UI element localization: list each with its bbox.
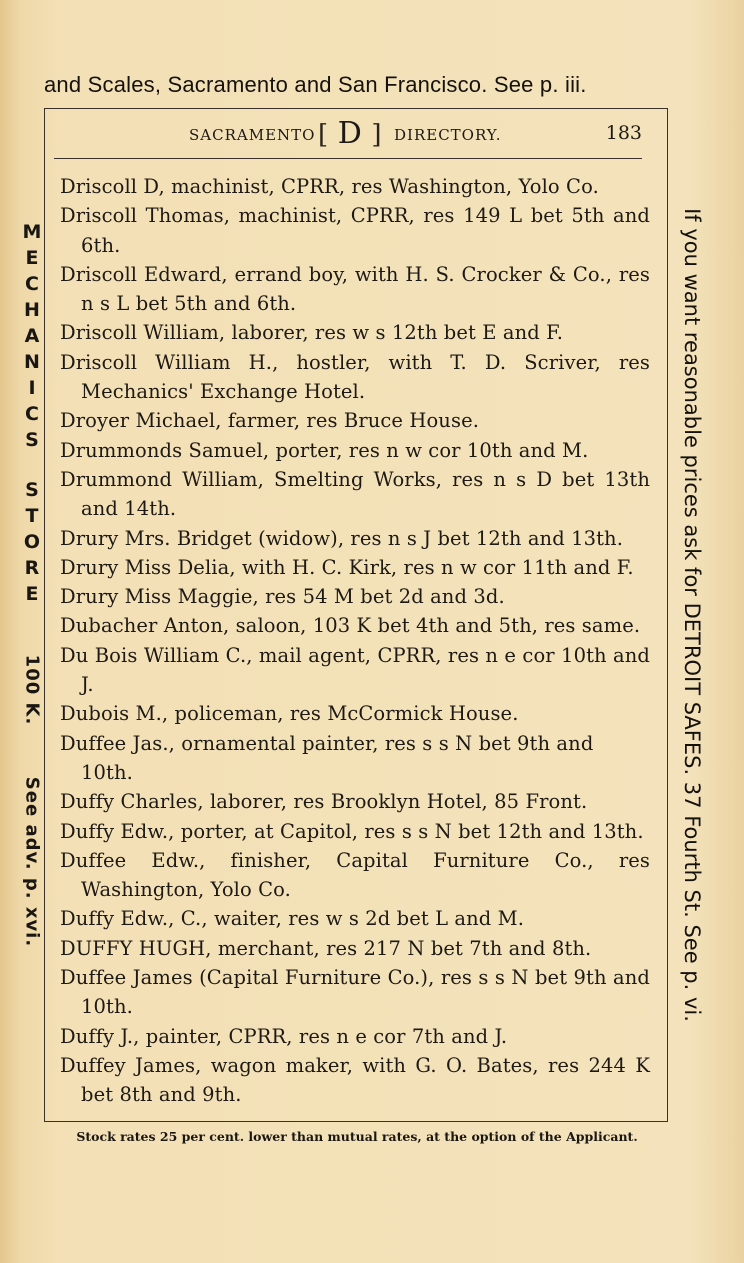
left-ad-letter: O [23,531,41,553]
directory-entry: Duffy Charles, laborer, res Brooklyn Hotel, 85 Front. [60,790,588,814]
page-number: 183 [605,122,642,144]
left-ad-letter: E [25,247,39,269]
running-head [54,116,642,152]
header-rule [54,158,642,159]
directory-entry: Dubacher Anton, saloon, 103 K bet 4th and 5th, res same. [60,614,641,638]
left-ad-letter: H [24,299,40,321]
left-ad-letter: R [24,557,40,579]
directory-entry: Du Bois William C., mail agent, CPRR, res n e cor 10th and J. [60,643,650,697]
footer-advertisement: Stock rates 25 per cent. lower than mutual rates, at the option of the Applicant. [76,1129,638,1144]
directory-entry: Duffee James (Capital Furniture Co.), res s s N bet 9th and 10th. [60,966,650,1019]
directory-entries [60,172,650,1110]
directory-entry: Duffy Edw., porter, at Capitol, res s s N bet 12th and 13th. [60,819,644,843]
directory-entry: Drummond William, Smelting Works, res n s D bet 13th and 14th. [60,467,650,521]
directory-entry: Duffy Edw., C., waiter, res w s 2d bet L and M. [60,907,525,931]
directory-entry: Driscoll William, laborer, res w s 12th bet E and F. [60,321,564,345]
directory-entry: Duffee Jas., ornamental painter, res s s N bet 9th and 10th. [60,731,594,784]
directory-entry: Drummonds Samuel, porter, res n w cor 10th and M. [60,438,589,462]
right-ad-text: If you want reasonable prices ask for DETROIT SAFES. 37 Fourth St. See p. vi. [680,208,704,1022]
directory-entry: Duffee Edw., finisher, Capital Furniture Co., res Washington, Yolo Co. [60,848,650,902]
header-letter-group: [ D ] [318,116,382,151]
directory-entry: DUFFY HUGH, merchant, res 217 N bet 7th and 8th. [60,936,592,960]
left-ad-address: 100 K. [21,654,43,726]
directory-entry: Dubois M., policeman, res McCormick House. [60,702,519,726]
left-ad-letter: S [25,479,39,501]
left-ad-letter: C [25,273,39,295]
left-ad-letter: T [25,505,39,527]
left-ad-letter: N [24,351,40,373]
directory-entry: Droyer Michael, farmer, res Bruce House. [60,409,480,433]
left-ad-letter: S [25,429,39,451]
directory-entry: Duffy J., painter, CPRR, res n e cor 7th and J. [60,1024,508,1048]
left-ad-letter: E [25,583,39,605]
left-ad-letter: C [25,403,39,425]
left-ad-letter: M [22,221,42,243]
left-ad-letter: I [28,377,36,399]
directory-entry: Drury Miss Maggie, res 54 M bet 2d and 3d. [60,585,505,609]
directory-entry: Driscoll William H., hostler, with T. D. Scriver, res Mechanics' Exchange Hotel. [60,350,650,404]
directory-entry: Drury Mrs. Bridget (widow), res n s J bet 12th and 13th. [60,526,624,550]
directory-entry: Driscoll Thomas, machinist, CPRR, res 149 L bet 5th and 6th. [60,204,650,257]
directory-entry: Driscoll Edward, errand boy, with H. S. Crocker & Co., res n s L bet 5th and 6th. [60,262,650,316]
header-directory: DIRECTORY. [394,126,502,144]
header-city: SACRAMENTO [189,126,316,144]
right-margin-advertisement [676,115,708,1115]
left-ad-letter: A [24,325,40,347]
directory-entry: Driscoll D, machinist, CPRR, res Washington, Yolo Co. [60,175,599,198]
directory-entry: Drury Miss Delia, with H. C. Kirk, res n w cor 11th and F. [60,555,634,579]
directory-entry: Duffey James, wagon maker, with G. O. Bates, res 244 K bet 8th and 9th. [60,1053,650,1107]
left-ad-see-reference: See adv. p. xvi. [21,776,43,948]
top-advertisement: and Scales, Sacramento and San Francisco. See p. iii. [44,72,587,97]
header-letter: D [337,116,362,151]
